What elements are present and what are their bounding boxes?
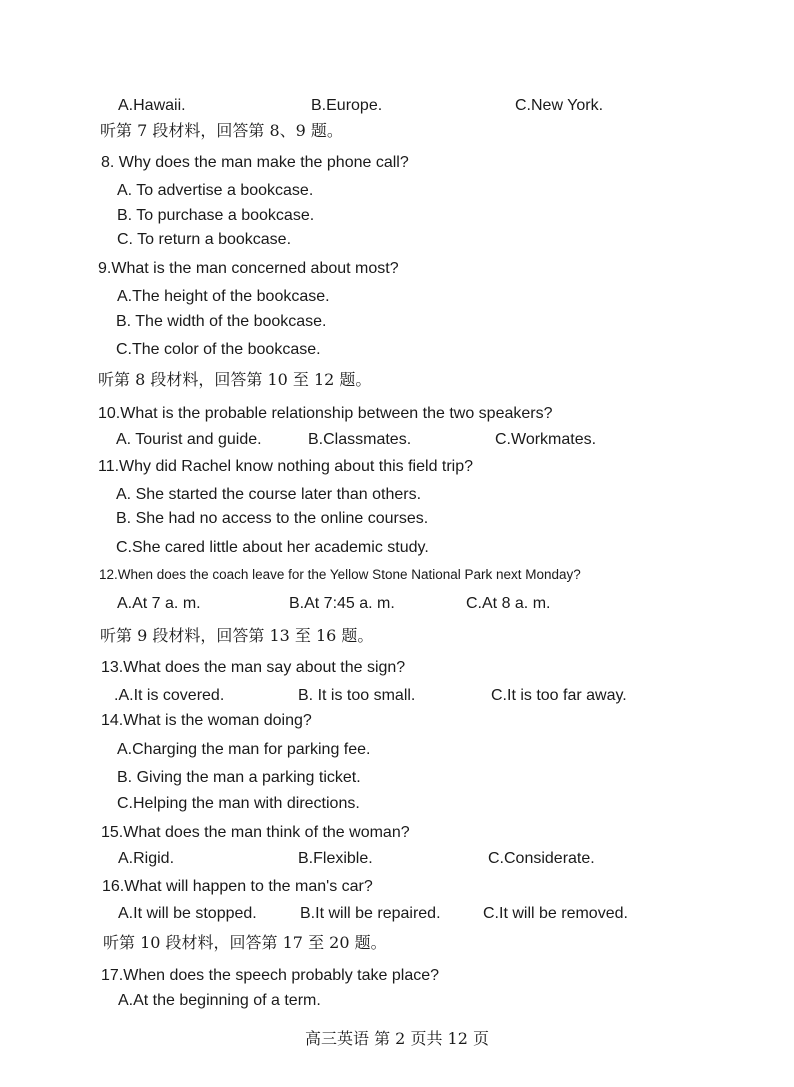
option-b: B. It is too small.	[298, 687, 416, 704]
option-a: A.At 7 a. m.	[117, 595, 201, 612]
option-b: B. To purchase a bookcase.	[117, 207, 315, 224]
option-a: A.At the beginning of a term.	[118, 992, 321, 1009]
option-a: .A.It is covered.	[114, 687, 225, 704]
question-12: 12.When does the coach leave for the Yellow Stone National Park next Monday?	[99, 567, 581, 582]
option-a: A. Tourist and guide.	[116, 431, 262, 448]
page-footer: 高三英语 第 2 页共 12 页	[305, 1029, 489, 1048]
section-heading: 听第 9 段材料，回答第 13 至 16 题。	[100, 626, 374, 645]
option-b: B. Giving the man a parking ticket.	[117, 769, 361, 786]
question-9: 9.What is the man concerned about most?	[98, 260, 399, 277]
option-c: C.The color of the bookcase.	[116, 341, 321, 358]
option-a: A.The height of the bookcase.	[117, 288, 330, 305]
option-c: C.Helping the man with directions.	[117, 795, 360, 812]
question-13: 13.What does the man say about the sign?	[101, 659, 406, 676]
option-a: A.Rigid.	[118, 850, 175, 867]
question-17: 17.When does the speech probably take place?	[101, 967, 440, 984]
option-a: A.Hawaii.	[118, 97, 186, 114]
question-10: 10.What is the probable relationship between the two speakers?	[98, 405, 553, 422]
question-11: 11.Why did Rachel know nothing about this field trip?	[98, 458, 474, 475]
option-c: C.At 8 a. m.	[466, 595, 551, 612]
option-a: A. To advertise a bookcase.	[117, 182, 314, 199]
option-b: B.At 7:45 a. m.	[289, 595, 395, 612]
option-c: C.Considerate.	[488, 850, 595, 867]
option-a: A. She started the course later than others.	[116, 486, 422, 503]
option-c: C.Workmates.	[495, 431, 597, 448]
option-c: C.New York.	[515, 97, 604, 114]
question-8: 8. Why does the man make the phone call?	[101, 154, 409, 171]
option-b: B.Classmates.	[308, 431, 412, 448]
option-b: B. She had no access to the online courses.	[116, 510, 429, 527]
section-heading: 听第 8 段材料，回答第 10 至 12 题。	[98, 370, 372, 389]
option-b: B.It will be repaired.	[300, 905, 441, 922]
option-c: C. To return a bookcase.	[117, 231, 292, 248]
option-a: A.Charging the man for parking fee.	[117, 741, 371, 758]
option-c: C.It is too far away.	[491, 687, 627, 704]
option-b: B.Europe.	[311, 97, 383, 114]
section-heading: 听第 10 段材料，回答第 17 至 20 题。	[103, 933, 387, 952]
question-14: 14.What is the woman doing?	[101, 712, 312, 729]
section-heading: 听第 7 段材料，回答第 8、9 题。	[100, 121, 343, 140]
question-16: 16.What will happen to the man's car?	[102, 878, 373, 895]
question-15: 15.What does the man think of the woman?	[101, 824, 410, 841]
option-b: B.Flexible.	[298, 850, 373, 867]
option-a: A.It will be stopped.	[118, 905, 257, 922]
option-c: C.It will be removed.	[483, 905, 628, 922]
option-c: C.She cared little about her academic study.	[116, 539, 429, 556]
option-b: B. The width of the bookcase.	[116, 313, 327, 330]
